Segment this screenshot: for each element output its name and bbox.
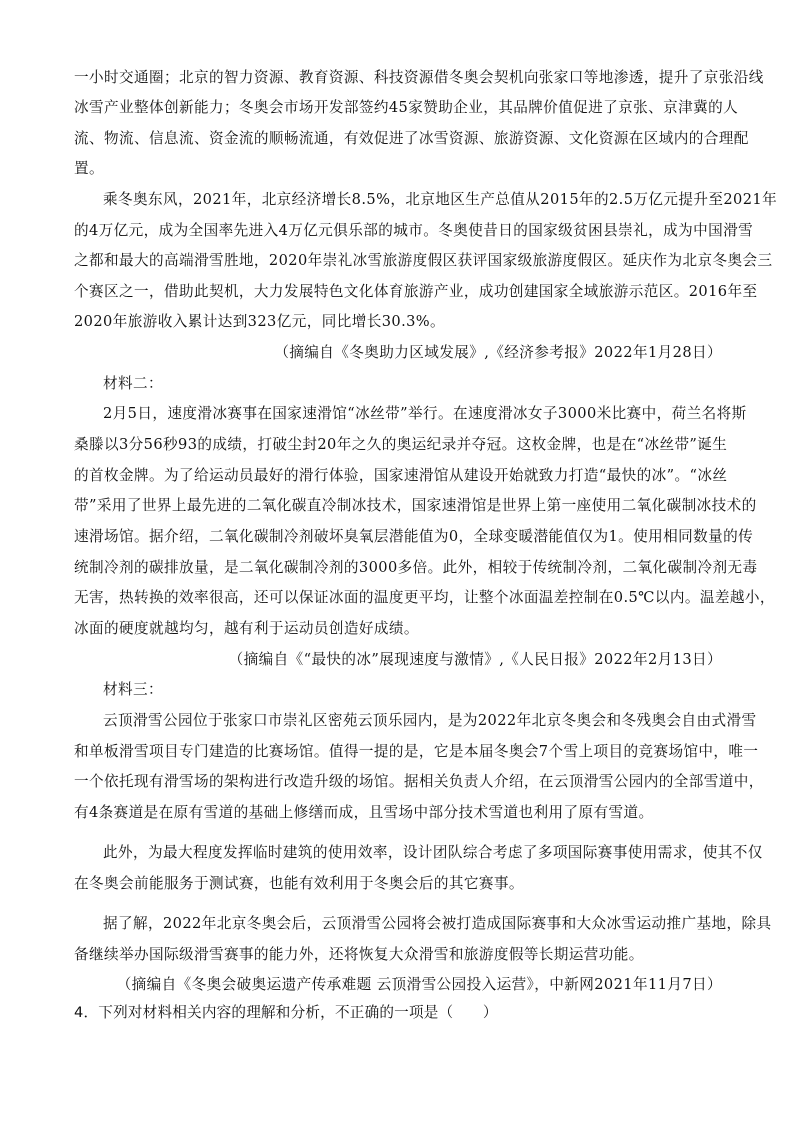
source-citation-2: （摘编自《“最快的冰”展现速度与激情》,《人民日报》2022年2月13日） xyxy=(228,651,722,668)
paragraph-1-line-3: 流、物流、信息流、资金流的顺畅流通，有效促进了冰雪资源、旅游资源、文化资源在区域内的合理配 xyxy=(74,130,749,147)
question-4: 4．下列对材料相关内容的理解和分析，不正确的一项是（ ） xyxy=(74,1004,498,1021)
material-2-label: 材料二： xyxy=(103,375,163,392)
paragraph-1-line-1: 一小时交通圈；北京的智力资源、教育资源、科技资源借冬奥会契机向张家口等地渗透，提升了京张沿线 xyxy=(74,69,764,86)
paragraph-2-line-1: 乘冬奥东风，2021年，北京经济增长8.5%，北京地区生产总值从2015年的2.5万亿元提升至2021年 xyxy=(103,191,778,208)
paragraph-1-line-4: 置。 xyxy=(74,160,104,177)
paragraph-3-line-5: 速滑场馆。据介绍，二氧化碳制冷剂破坏臭氧层潜能值为0，全球变暖潜能值仅为1。使用相同数量的传 xyxy=(74,528,754,545)
paragraph-3-line-6: 统制冷剂的碳排放量，是二氧化碳制冷剂的3000多倍。此外，相较于传统制冷剂，二氧化碳制冷剂无毒 xyxy=(74,559,758,576)
paragraph-2-line-5: 2020年旅游收入累计达到323亿元，同比增长30.3%。 xyxy=(74,313,446,330)
paragraph-6-line-2: 备继续举办国际级滑雪赛事的能力外，还将恢复大众滑雪和旅游度假等长期运营功能。 xyxy=(74,946,644,963)
paragraph-4-line-3: 一个依托现有滑雪场的架构进行改造升级的场馆。据相关负责人介绍，在云顶滑雪公园内的全部雪道中， xyxy=(74,773,764,790)
paragraph-6-line-1: 据了解，2022年北京冬奥会后，云顶滑雪公园将会被打造成国际赛事和大众冰雪运动推广基地，除具 xyxy=(103,915,772,932)
paragraph-5-line-1: 此外，为最大程度发挥临时建筑的使用效率，设计团队综合考虑了多项国际赛事使用需求，使其不仅 xyxy=(103,844,763,861)
paragraph-4-line-2: 和单板滑雪项目专门建造的比赛场馆。值得一提的是，它是本届冬奥会7个雪上项目的竞赛场馆中，唯一 xyxy=(74,743,759,760)
paragraph-3-line-2: 桑滕以3分56秒93的成绩，打破尘封20年之久的奥运纪录并夺冠。这枚金牌，也是在“冰丝带”诞生 xyxy=(74,436,728,453)
paragraph-3-line-8: 冰面的硬度就越均匀，越有利于运动员创造好成绩。 xyxy=(74,620,419,637)
paragraph-3-line-7: 无害，热转换的效率很高，还可以保证冰面的温度更平均，让整个冰面温差控制在0.5℃以内。温差越小， xyxy=(74,589,775,606)
paragraph-3-line-1: 2月5日，速度滑冰赛事在国家速滑馆“冰丝带”举行。在速度滑冰女子3000米比赛中，荷兰名将斯 xyxy=(103,405,747,422)
paragraph-3-line-3: 的首枚金牌。为了给运动员最好的滑行体验，国家速滑馆从建设开始就致力打造“最快的冰”。“冰丝 xyxy=(74,467,728,484)
material-3-label: 材料三： xyxy=(103,681,163,698)
paragraph-2-line-2: 的4万亿元，成为全国率先进入4万亿元俱乐部的城市。冬奥使昔日的国家级贫困县崇礼，成为中国滑雪 xyxy=(74,222,754,239)
paragraph-4-line-1: 云顶滑雪公园位于张家口市崇礼区密苑云顶乐园内，是为2022年北京冬奥会和冬残奥会自由式滑雪 xyxy=(103,712,757,729)
paragraph-2-line-3: 之都和最大的高端滑雪胜地，2020年崇礼冰雪旅游度假区获评国家级旅游度假区。延庆作为北京冬奥会三 xyxy=(74,252,773,269)
paragraph-1-line-2: 冰雪产业整体创新能力；冬奥会市场开发部签约45家赞助企业，其品牌价值促进了京张、京津冀的人 xyxy=(74,99,739,116)
paragraph-3-line-4: 带”采用了世界上最先进的二氧化碳直冷制冰技术，国家速滑馆是世界上第一座使用二氧化碳制冰技术的 xyxy=(74,497,757,514)
paragraph-4-line-4: 有4条赛道是在原有雪道的基础上修缮而成，且雪场中部分技术雪道也利用了原有雪道。 xyxy=(74,804,654,821)
paragraph-5-line-2: 在冬奥会前能服务于测试赛，也能有效利用于冬奥会后的其它赛事。 xyxy=(74,875,524,892)
paragraph-2-line-4: 个赛区之一，借助此契机，大力发展特色文化体育旅游产业，成功创建国家全域旅游示范区。2016年至 xyxy=(74,283,758,300)
source-citation-3: （摘编自《冬奥会破奥运遗产传承难题 云顶滑雪公园投入运营》，中新网2021年11月7日） xyxy=(116,976,722,993)
source-citation-1: （摘编自《冬奥助力区域发展》,《经济参考报》2022年1月28日） xyxy=(274,344,722,361)
